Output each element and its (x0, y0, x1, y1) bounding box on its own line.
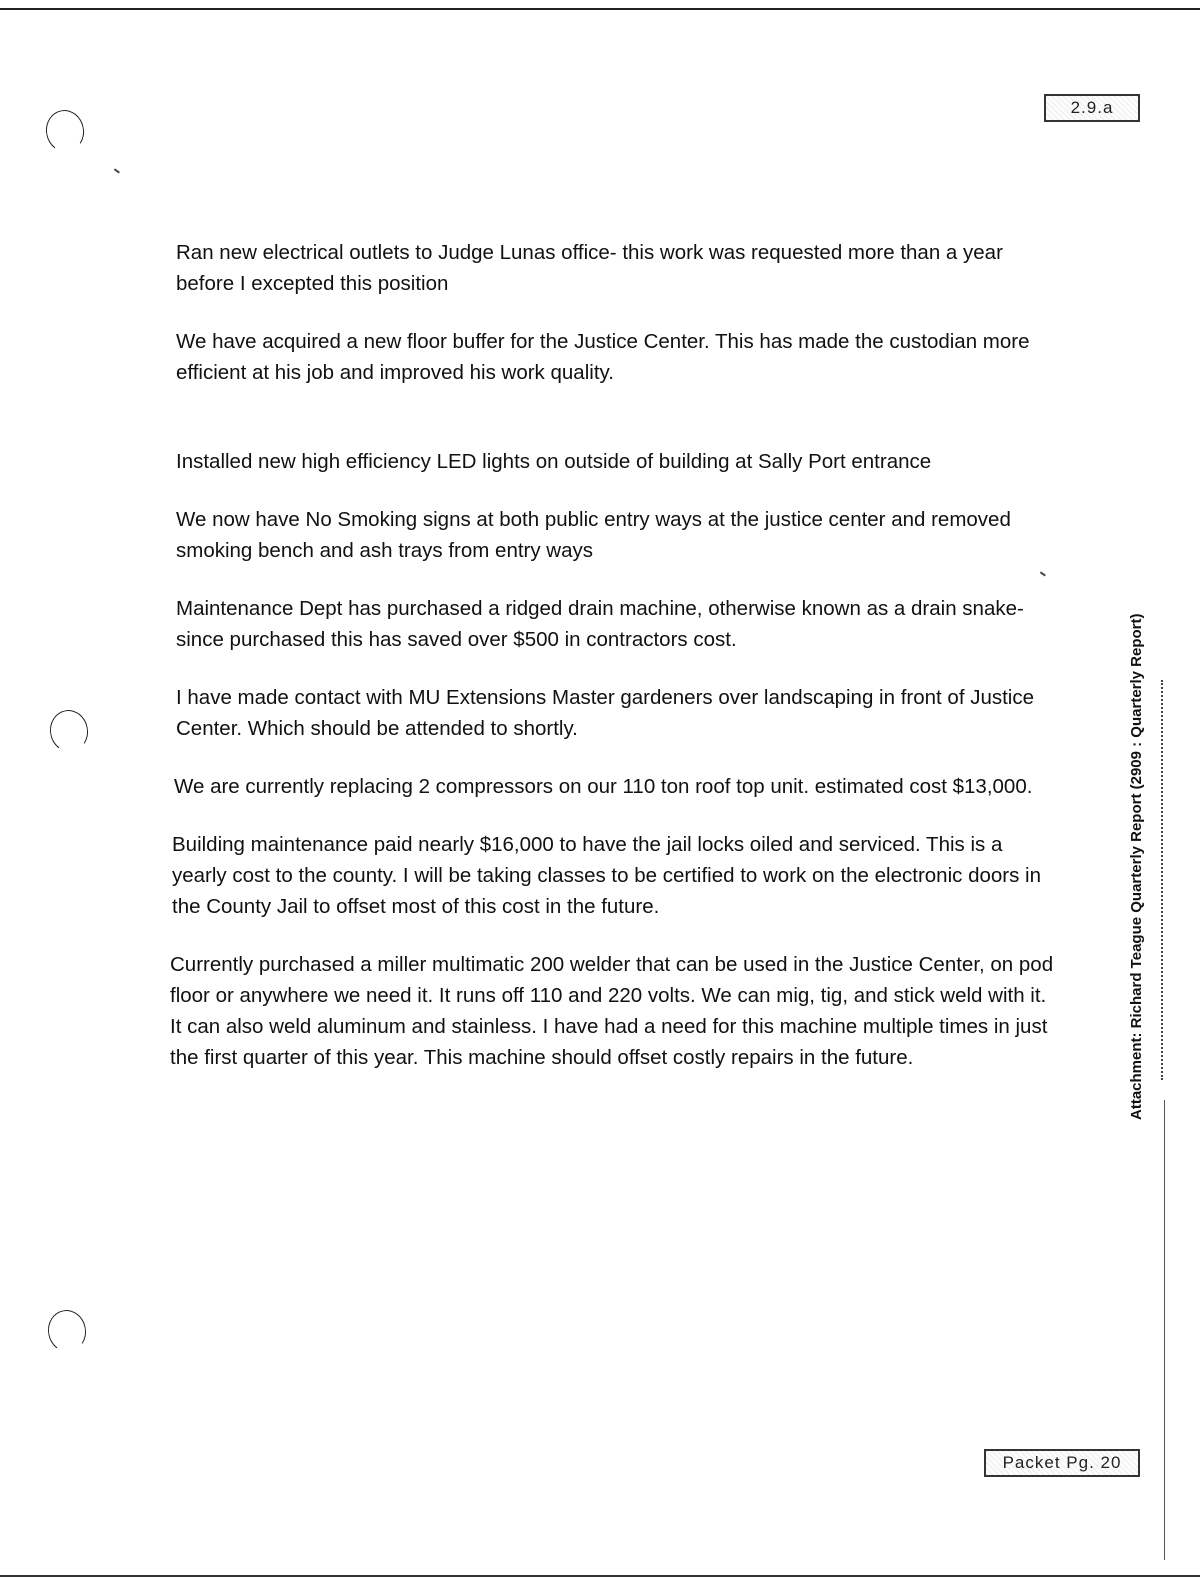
paragraph-no-smoking: We now have No Smoking signs at both public entry ways at the justice center and removed smoking bench and ash trays from entry ways (176, 508, 1011, 562)
attachment-side-label: Attachment: Richard Teague Quarterly Report (2909 : Quarterly Report) (1128, 613, 1145, 1120)
paragraph-compressors: We are currently replacing 2 compressors on our 110 ton roof top unit. estimated cost $13,000. (174, 775, 1033, 798)
paragraph-welder: Currently purchased a miller multimatic 200 welder that can be used in the Justice Center, on pod floor or anywhere we need it. It runs off 110 and 220 volts. We can mig, tig, and stick weld with it. It can also weld aluminum and stainless. I have had a need for this machine multiple times in just the first quarter of this year. This machine should offset costly repairs in the future. (170, 953, 1054, 1069)
paragraph-led-lights: Installed new high efficiency LED lights on outside of building at Sally Port entrance (176, 450, 932, 473)
paragraph-drain-machine: Maintenance Dept has purchased a ridged drain machine, otherwise known as a drain snake- since purchased this has saved over $500 in contractors cost. (176, 597, 1024, 651)
punch-hole-bottom (45, 1307, 90, 1355)
paragraph-floor-buffer: We have acquired a new floor buffer for the Justice Center. This has made the custodian more efficient at his job and improved his work quality. (176, 330, 1030, 384)
paragraph-electrical-outlets: Ran new electrical outlets to Judge Lunas office- this work was requested more than a year before I excepted this position (176, 241, 1003, 295)
scan-speck (114, 168, 120, 173)
top-border-line (0, 8, 1200, 10)
punch-hole-middle (47, 707, 92, 755)
paragraph-master-gardeners: I have made contact with MU Extensions Master gardeners over landscaping in front of Justice Center. Which should be attended to shortly. (176, 686, 1035, 740)
document-body (170, 237, 1056, 1100)
scan-artifact-dotted-line (1161, 680, 1163, 1080)
punch-hole-top (43, 107, 88, 155)
right-margin-line (1164, 1100, 1165, 1560)
packet-page-stamp: Packet Pg. 20 (984, 1449, 1140, 1477)
bottom-border-line (0, 1575, 1200, 1577)
page-tag-stamp: 2.9.a (1044, 94, 1140, 122)
paragraph-jail-locks: Building maintenance paid nearly $16,000 to have the jail locks oiled and serviced. This is a yearly cost to the county. I will be taking classes to be certified to work on the electronic doors in the County Jail to offset most of this cost in the future. (172, 833, 1042, 918)
